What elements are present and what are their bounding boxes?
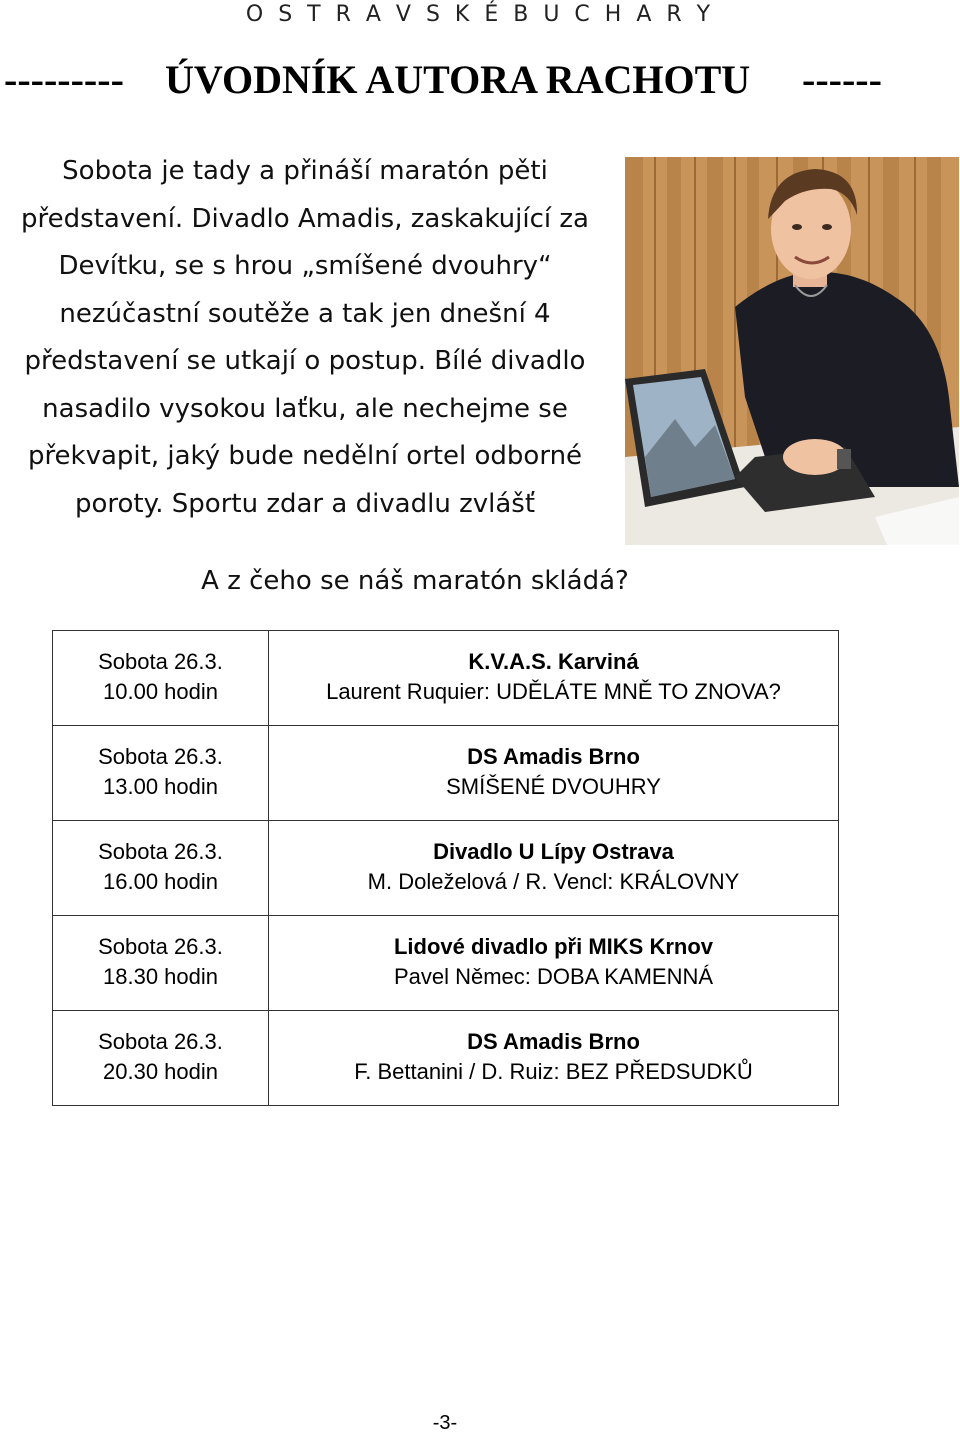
group-name: Lidové divadlo při MIKS Krnov [393, 934, 714, 959]
time-cell [53, 1011, 269, 1106]
performance-cell [269, 916, 839, 1011]
time-cell [53, 726, 269, 821]
table-row [53, 1011, 839, 1106]
group-name: DS Amadis Brno [467, 744, 640, 769]
table-row [53, 631, 839, 726]
time-cell [53, 916, 269, 1011]
time-text: 10.00 hodin [103, 679, 218, 704]
title-text: ÚVODNÍK AUTORA RACHOTU [165, 57, 751, 102]
intro-line: překvapit, jaký bude nedělní ortel odborné [27, 441, 583, 471]
time-text: 18.30 hodin [103, 964, 218, 989]
time-text: 13.00 hodin [103, 774, 218, 799]
day-text: Sobota 26.3. [98, 744, 223, 769]
title-dashes-right: ------ [802, 57, 882, 102]
intro-line: nasadilo vysokou laťku, ale nechejme se [42, 393, 568, 424]
day-text: Sobota 26.3. [98, 839, 223, 864]
intro-line: nezúčastní soutěže a tak jen dnešní 4 [59, 298, 551, 329]
page-number: -3- [432, 1412, 458, 1434]
time-cell [53, 631, 269, 726]
intro-line: představení se utkají o postup. Bílé divadlo [24, 346, 586, 376]
schedule-heading: A z čeho se náš maratón skládá? [201, 566, 629, 596]
intro-line: poroty. Sportu zdar a divadlu zvlášť [74, 488, 536, 519]
performance-cell [269, 821, 839, 916]
performance-cell [269, 726, 839, 821]
author-photo [625, 157, 959, 545]
play-title: M. Doleželová / R. Vencl: KRÁLOVNY [367, 869, 740, 894]
intro-line: Devítku, se s hrou „smíšené dvouhry“ [58, 251, 552, 281]
table-row [53, 726, 839, 821]
newsletter-header: O S T R A V S K É B U C H A R Y [245, 2, 715, 27]
time-text: 16.00 hodin [103, 869, 218, 894]
play-title: Laurent Ruquier: UDĚLÁTE MNĚ TO ZNOVA? [326, 679, 781, 704]
schedule-table [52, 630, 839, 1106]
group-name: DS Amadis Brno [467, 1029, 640, 1054]
title-dashes-left: --------- [4, 57, 124, 102]
table-row [53, 916, 839, 1011]
group-name: K.V.A.S. Karviná [468, 649, 639, 674]
day-text: Sobota 26.3. [98, 1029, 223, 1054]
play-title: Pavel Němec: DOBA KAMENNÁ [393, 964, 714, 989]
performance-cell [269, 1011, 839, 1106]
table-row [53, 821, 839, 916]
time-text: 20.30 hodin [103, 1059, 218, 1084]
editorial-text [0, 148, 610, 528]
play-title: SMÍŠENÉ DVOUHRY [446, 774, 661, 799]
day-text: Sobota 26.3. [98, 934, 223, 959]
time-cell [53, 821, 269, 916]
play-title: F. Bettanini / D. Ruiz: BEZ PŘEDSUDKŮ [354, 1059, 753, 1084]
intro-line: Sobota je tady a přináší maratón pěti [62, 156, 548, 186]
intro-line: představení. Divadlo Amadis, zaskakující za [21, 203, 589, 234]
editorial-title [0, 56, 960, 106]
group-name: Divadlo U Lípy Ostrava [433, 839, 674, 864]
day-text: Sobota 26.3. [98, 649, 223, 674]
performance-cell [269, 631, 839, 726]
